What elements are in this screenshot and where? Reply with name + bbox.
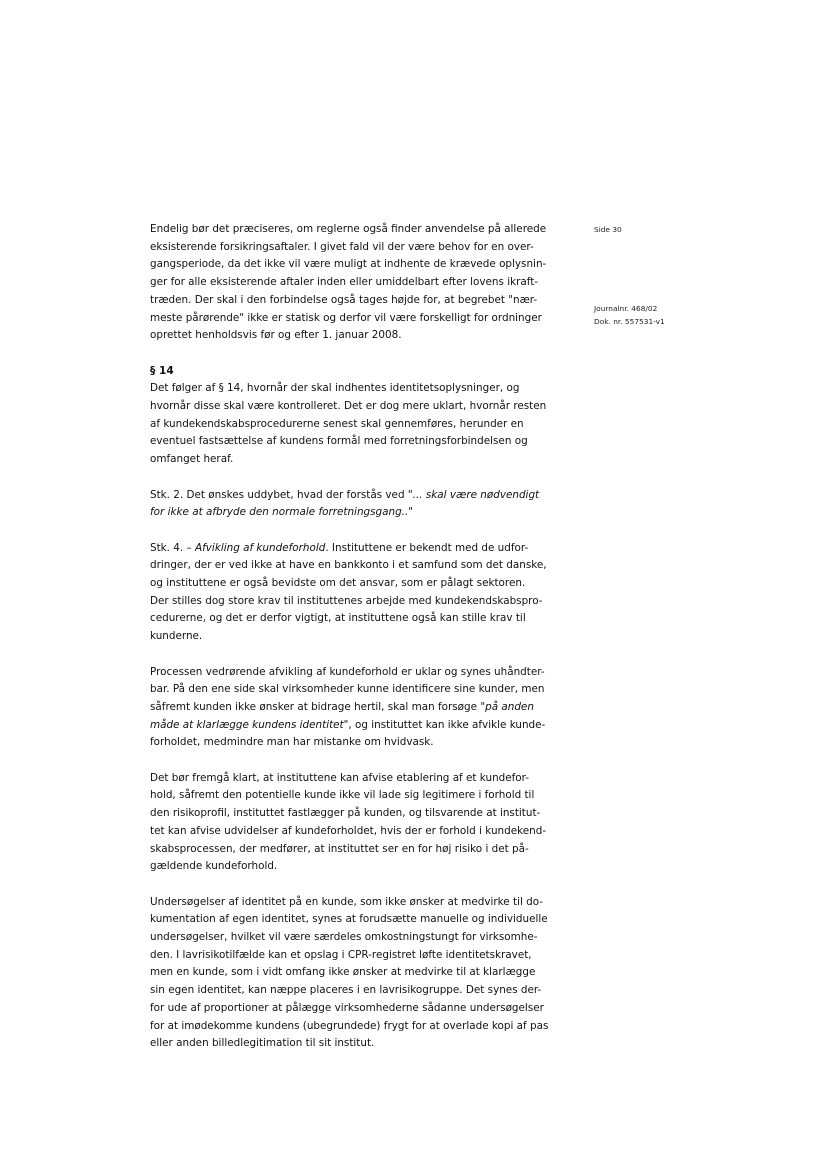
text-line	[150, 540, 570, 558]
document-body	[150, 221, 570, 1071]
process-line4-rest: , og instituttet kan ikke afvikle kunde-	[348, 718, 546, 731]
text-line: omfanget heraf.	[150, 453, 234, 466]
text-line: og instituttene er også bevidste om det ansvar, som er pålagt sektoren.	[150, 577, 526, 590]
text-line: Processen vedrørende afvikling af kundeforhold er uklar og synes uhåndter-	[150, 665, 545, 678]
text-line: eventuel fastsættelse af kundens formål med forretningsforbindelsen og	[150, 435, 528, 448]
text-line: for ude af proportioner at pålægge virksomhederne sådanne undersøgelser	[150, 1001, 544, 1014]
clarity-paragraph	[150, 770, 570, 876]
text-line: Undersøgelser af identitet på en kunde, som ikke ønsker at medvirke til do-	[150, 895, 544, 908]
journal-number: Journalnr. 468/02	[594, 304, 658, 313]
text-line	[150, 699, 570, 717]
text-line: Der stilles dog store krav til instituttenes arbejde med kundekendskabspro-	[150, 594, 543, 607]
text-line: eller anden billedlegitimation til sit institut.	[150, 1037, 375, 1050]
text-line: oprettet henholdsvis før og efter 1. januar 2008.	[150, 329, 402, 342]
process-paragraph	[150, 664, 570, 753]
text-line: kumentation af egen identitet, synes at forudsætte manuelle og individuelle	[150, 913, 548, 926]
text-line: sin egen identitet, kan næppe placeres i en lavrisikogruppe. Det synes der-	[150, 984, 542, 997]
text-line: den risikoprofil, instituttet fastlægger på kunden, og tilsvarende at institut-	[150, 807, 541, 820]
text-line: men en kunde, som i vidt omfang ikke ønsker at medvirke til at klarlægge	[150, 966, 536, 979]
text-line: skabsprocessen, der medfører, at instituttet ser en for høj risiko i det på-	[150, 842, 529, 855]
text-line: Det bør fremgå klart, at instituttene kan afvise etablering af et kundefor-	[150, 771, 530, 784]
text-line: meste pårørende" ikke er statisk og derfor vil være forskelligt for ordninger	[150, 311, 542, 324]
text-line	[150, 487, 570, 505]
process-line3-prefix: såfremt kunden ikke ønsker at bidrage hertil, skal man forsøge	[150, 700, 481, 713]
text-line: dringer, der er ved ikke at have en bankkonto i et samfund som det danske,	[150, 559, 547, 572]
text-line: tet kan afvise udvidelser af kundeforholdet, hvis der er forhold i kundekend-	[150, 824, 547, 837]
section-14	[150, 363, 570, 469]
text-line: af kundekendskabsprocedurerne senest skal gennemføres, herunder en	[150, 417, 524, 430]
stk2-quote-end: for ikke at afbryde den normale forretningsgang.."	[150, 506, 414, 519]
stk4-prefix: Stk. 4. –	[150, 541, 196, 554]
intro-paragraph	[150, 221, 570, 345]
process-quote-end: måde at klarlægge kundens identitet"	[150, 718, 349, 731]
stk4-paragraph	[150, 540, 570, 646]
text-line: for at imødekomme kundens (ubegrundede) frygt for at overlade kopi af pas	[150, 1019, 549, 1032]
text-line: forholdet, medmindre man har mistanke om hvidvask.	[150, 736, 434, 749]
text-line: Endelig bør det præciseres, om reglerne også finder anvendelse på allerede	[150, 223, 547, 235]
text-line: bar. På den ene side skal virksomheder kunne identificere sine kunder, men	[150, 683, 545, 696]
document-reference	[594, 302, 665, 328]
page-number-label: Side 30	[594, 225, 622, 234]
stk2-quote-start: "... skal være nødvendigt	[407, 488, 540, 501]
stk4-rest: . Instituttene er bekendt med de udfor-	[325, 541, 529, 554]
text-line: eksisterende forsikringsaftaler. I givet fald vil der være behov for en over-	[150, 240, 534, 253]
text-line: gældende kundeforhold.	[150, 860, 278, 873]
text-line: træden. Der skal i den forbindelse også tages højde for, at begrebet "nær-	[150, 293, 538, 306]
stk2-prefix: Stk. 2. Det ønskes uddybet, hvad der forstås ved	[150, 488, 408, 501]
document-number: Dok. nr. 557531-v1	[594, 317, 665, 326]
text-line: undersøgelser, hvilket vil være særdeles omkostningstungt for virksomhe-	[150, 931, 538, 944]
stk2-paragraph	[150, 487, 570, 522]
text-line: hvornår disse skal være kontrolleret. Det er dog mere uklart, hvornår resten	[150, 400, 547, 413]
text-line	[150, 717, 570, 735]
text-line: Det følger af § 14, hvornår der skal indhentes identitetsoplysninger, og	[150, 382, 520, 395]
text-line: gangsperiode, da det ikke vil være muligt at indhente de krævede oplysnin-	[150, 258, 547, 271]
text-line: kunderne.	[150, 630, 203, 643]
text-line	[150, 504, 570, 522]
text-line: cedurerne, og det er derfor vigtigt, at instituttene også kan stille krav til	[150, 612, 526, 625]
section-heading: § 14	[150, 364, 174, 377]
text-line: ger for alle eksisterende aftaler inden eller umiddelbart efter lovens ikraft-	[150, 276, 539, 289]
text-line: den. I lavrisikotilfælde kan et opslag i CPR-registret løfte identitetskravet,	[150, 948, 532, 961]
investigation-paragraph	[150, 894, 570, 1053]
stk4-title: Afvikling af kundeforhold	[195, 541, 326, 554]
process-quote-start: "på anden	[480, 700, 534, 713]
text-line: hold, såfremt den potentielle kunde ikke vil lade sig legitimere i forhold til	[150, 789, 535, 802]
